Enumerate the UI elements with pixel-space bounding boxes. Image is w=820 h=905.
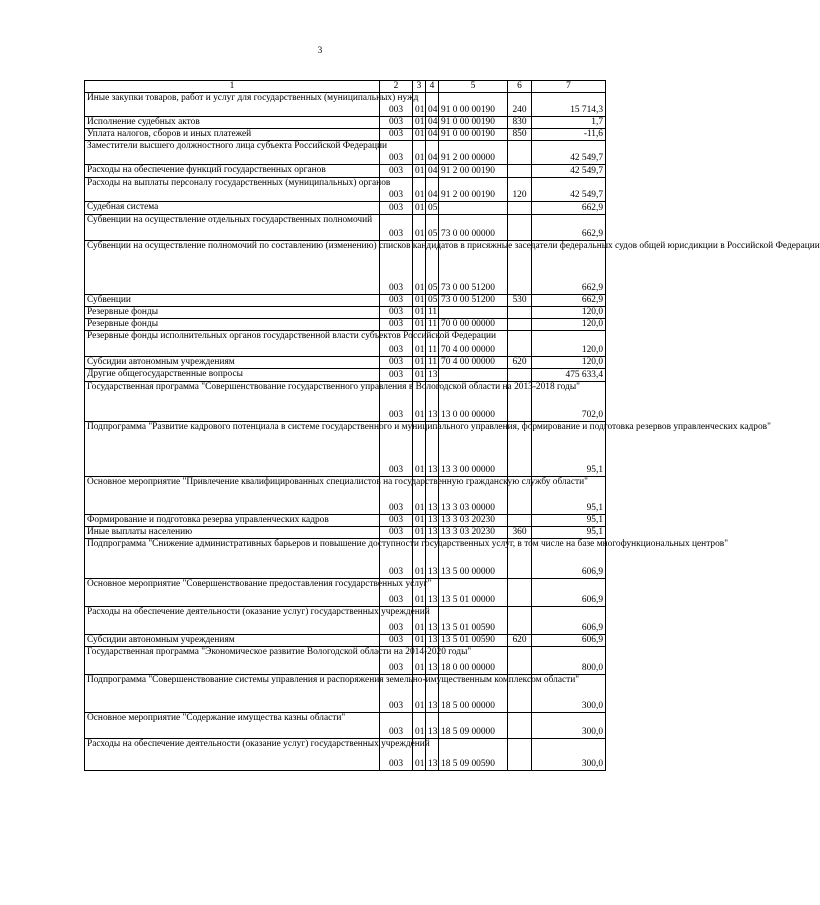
target-item-cell: 70 4 00 00000 xyxy=(439,331,508,357)
row-name-cell: Основное мероприятие "Совершенствование предоставления государственных услуг" xyxy=(85,579,380,607)
target-item-cell: 91 0 00 00190 xyxy=(439,93,508,117)
expense-type-cell xyxy=(508,713,532,739)
budget-table xyxy=(84,80,820,771)
subsection-code-cell: 05 xyxy=(426,202,439,215)
row-name-cell: Субвенции на осуществление полномочий по составлению (изменению) списков кандидатов в присяжные заседатели федеральных судов общей юрисдикции в Российской Федерации xyxy=(85,241,380,295)
subsection-code-cell: 04 xyxy=(426,93,439,117)
table-row xyxy=(85,422,606,477)
row-name-cell: Уплата налогов, сборов и иных платежей xyxy=(85,129,380,141)
target-item-cell: 13 5 00 00000 xyxy=(439,539,508,579)
subsection-code-cell: 13 xyxy=(426,477,439,515)
header-cell: 5 xyxy=(439,81,508,93)
ministry-code-cell: 003 xyxy=(380,713,413,739)
ministry-code-cell: 003 xyxy=(380,675,413,713)
amount-cell: 120,0 xyxy=(532,331,606,357)
section-code-cell: 01 xyxy=(413,141,426,165)
subsection-code-cell: 13 xyxy=(426,635,439,647)
subsection-code-cell: 13 xyxy=(426,579,439,607)
section-code-cell: 01 xyxy=(413,319,426,331)
target-item-cell: 91 2 00 00190 xyxy=(439,178,508,202)
row-name-cell: Заместители высшего должностного лица субъекта Российской Федерации xyxy=(85,141,380,165)
subsection-code-cell: 04 xyxy=(426,117,439,129)
row-name-cell: Другие общегосударственные вопросы xyxy=(85,369,380,382)
target-item-cell: 91 2 00 00190 xyxy=(439,165,508,178)
section-code-cell: 01 xyxy=(413,178,426,202)
section-code-cell: 01 xyxy=(413,369,426,382)
row-name-cell: Резервные фонды xyxy=(85,307,380,319)
row-name-cell: Субсидии автономным учреждениям xyxy=(85,357,380,369)
row-name-cell: Расходы на обеспечение функций государственных органов xyxy=(85,165,380,178)
subsection-code-cell: 05 xyxy=(426,215,439,241)
row-name-cell: Иные выплаты населению xyxy=(85,527,380,539)
subsection-code-cell: 04 xyxy=(426,165,439,178)
header-cell: 7 xyxy=(532,81,606,93)
section-code-cell: 01 xyxy=(413,215,426,241)
target-item-cell: 73 0 00 00000 xyxy=(439,215,508,241)
table-row xyxy=(85,675,606,713)
amount-cell: 662,9 xyxy=(532,295,606,307)
ministry-code-cell: 003 xyxy=(380,539,413,579)
section-code-cell: 01 xyxy=(413,357,426,369)
row-name-cell: Резервные фонды исполнительных органов государственной власти субъектов Российской Федерации xyxy=(85,331,380,357)
amount-cell: 662,9 xyxy=(532,215,606,241)
target-item-cell: 18 5 09 00590 xyxy=(439,739,508,771)
page-number: 3 xyxy=(317,45,323,55)
amount-cell: 15 714,3 xyxy=(532,93,606,117)
ministry-code-cell: 003 xyxy=(380,165,413,178)
subsection-code-cell: 13 xyxy=(426,527,439,539)
ministry-code-cell: 003 xyxy=(380,422,413,477)
amount-cell: 606,9 xyxy=(532,607,606,635)
subsection-code-cell: 13 xyxy=(426,607,439,635)
amount-cell: 120,0 xyxy=(532,319,606,331)
expense-type-cell: 620 xyxy=(508,357,532,369)
target-item-cell: 13 3 03 20230 xyxy=(439,527,508,539)
table-row xyxy=(85,117,606,129)
target-item-cell: 70 0 00 00000 xyxy=(439,319,508,331)
table-row xyxy=(85,215,606,241)
amount-cell: 95,1 xyxy=(532,477,606,515)
header-cell: 4 xyxy=(426,81,439,93)
amount-cell: 42 549,7 xyxy=(532,141,606,165)
amount-cell: 300,0 xyxy=(532,713,606,739)
ministry-code-cell: 003 xyxy=(380,307,413,319)
row-name-cell: Государственная программа "Экономическое развитие Вологодской области на 2014-2020 годы" xyxy=(85,647,380,675)
amount-cell: 606,9 xyxy=(532,539,606,579)
section-code-cell: 01 xyxy=(413,579,426,607)
ministry-code-cell: 003 xyxy=(380,527,413,539)
table-row xyxy=(85,202,606,215)
expense-type-cell xyxy=(508,202,532,215)
section-code-cell: 01 xyxy=(413,675,426,713)
ministry-code-cell: 003 xyxy=(380,117,413,129)
table-row xyxy=(85,713,606,739)
amount-cell: 42 549,7 xyxy=(532,165,606,178)
header-cell: 2 xyxy=(380,81,413,93)
section-code-cell: 01 xyxy=(413,739,426,771)
target-item-cell: 91 0 00 00190 xyxy=(439,117,508,129)
ministry-code-cell: 003 xyxy=(380,607,413,635)
row-name-cell: Субвенции xyxy=(85,295,380,307)
row-name-cell: Субсидии автономным учреждениям xyxy=(85,635,380,647)
amount-cell: 1,7 xyxy=(532,117,606,129)
ministry-code-cell: 003 xyxy=(380,739,413,771)
row-name-cell: Расходы на обеспечение деятельности (оказание услуг) государственных учреждений xyxy=(85,739,380,771)
target-item-cell xyxy=(439,202,508,215)
row-name-cell: Основное мероприятие "Привлечение квалифицированных специалистов на государственную гражданскую службу области" xyxy=(85,477,380,515)
section-code-cell: 01 xyxy=(413,331,426,357)
row-name-cell: Расходы на обеспечение деятельности (оказание услуг) государственных учреждений xyxy=(85,607,380,635)
ministry-code-cell: 003 xyxy=(380,215,413,241)
expense-type-cell: 830 xyxy=(508,117,532,129)
row-name-cell: Подпрограмма "Совершенствование системы управления и распоряжения земельно-имущественным комплексом области" xyxy=(85,675,380,713)
expense-type-cell xyxy=(508,319,532,331)
expense-type-cell xyxy=(508,215,532,241)
table-row xyxy=(85,635,606,647)
expense-type-cell xyxy=(508,369,532,382)
target-item-cell: 13 5 01 00590 xyxy=(439,635,508,647)
section-code-cell: 01 xyxy=(413,527,426,539)
expense-type-cell: 360 xyxy=(508,527,532,539)
table-header-row xyxy=(85,81,606,93)
expense-type-cell xyxy=(508,165,532,178)
ministry-code-cell: 003 xyxy=(380,357,413,369)
expense-type-cell xyxy=(508,331,532,357)
expense-type-cell: 530 xyxy=(508,295,532,307)
section-code-cell: 01 xyxy=(413,647,426,675)
amount-cell: 95,1 xyxy=(532,527,606,539)
ministry-code-cell: 003 xyxy=(380,635,413,647)
ministry-code-cell: 003 xyxy=(380,129,413,141)
row-name-cell: Подпрограмма "Развитие кадрового потенциала в системе государственного и муниципального управления, формирование и подготовка резервов управленческих кадров" xyxy=(85,422,380,477)
subsection-code-cell: 11 xyxy=(426,331,439,357)
header-cell: 1 xyxy=(85,81,380,93)
target-item-cell xyxy=(439,369,508,382)
row-name-cell: Основное мероприятие "Содержание имущества казны области" xyxy=(85,713,380,739)
target-item-cell: 91 0 00 00190 xyxy=(439,129,508,141)
expense-type-cell xyxy=(508,579,532,607)
expense-type-cell xyxy=(508,307,532,319)
section-code-cell: 01 xyxy=(413,382,426,422)
target-item-cell xyxy=(439,307,508,319)
section-code-cell: 01 xyxy=(413,241,426,295)
amount-cell: 662,9 xyxy=(532,202,606,215)
amount-cell: 300,0 xyxy=(532,675,606,713)
subsection-code-cell: 11 xyxy=(426,307,439,319)
ministry-code-cell: 003 xyxy=(380,515,413,527)
ministry-code-cell: 003 xyxy=(380,579,413,607)
ministry-code-cell: 003 xyxy=(380,319,413,331)
subsection-code-cell: 13 xyxy=(426,369,439,382)
header-cell: 6 xyxy=(508,81,532,93)
amount-cell: 95,1 xyxy=(532,515,606,527)
target-item-cell: 13 5 01 00590 xyxy=(439,607,508,635)
subsection-code-cell: 13 xyxy=(426,647,439,675)
subsection-code-cell: 04 xyxy=(426,129,439,141)
subsection-code-cell: 13 xyxy=(426,422,439,477)
subsection-code-cell: 13 xyxy=(426,713,439,739)
amount-cell: 95,1 xyxy=(532,422,606,477)
section-code-cell: 01 xyxy=(413,307,426,319)
section-code-cell: 01 xyxy=(413,129,426,141)
expense-type-cell xyxy=(508,515,532,527)
header-cell: 3 xyxy=(413,81,426,93)
table-row xyxy=(85,527,606,539)
ministry-code-cell: 003 xyxy=(380,295,413,307)
table-row xyxy=(85,319,606,331)
row-name-cell: Исполнение судебных актов xyxy=(85,117,380,129)
amount-cell: 42 549,7 xyxy=(532,178,606,202)
table-row xyxy=(85,93,606,117)
ministry-code-cell: 003 xyxy=(380,331,413,357)
ministry-code-cell: 003 xyxy=(380,141,413,165)
target-item-cell: 13 3 03 20230 xyxy=(439,515,508,527)
table-row xyxy=(85,307,606,319)
target-item-cell: 13 3 00 00000 xyxy=(439,422,508,477)
table-row xyxy=(85,647,606,675)
subsection-code-cell: 05 xyxy=(426,295,439,307)
table-row xyxy=(85,579,606,607)
amount-cell: 475 633,4 xyxy=(532,369,606,382)
amount-cell: 300,0 xyxy=(532,739,606,771)
table-row xyxy=(85,539,606,579)
target-item-cell: 73 0 00 51200 xyxy=(439,295,508,307)
section-code-cell: 01 xyxy=(413,117,426,129)
ministry-code-cell: 003 xyxy=(380,477,413,515)
amount-cell: 120,0 xyxy=(532,307,606,319)
section-code-cell: 01 xyxy=(413,202,426,215)
expense-type-cell: 850 xyxy=(508,129,532,141)
row-name-cell: Иные закупки товаров, работ и услуг для государственных (муниципальных) нужд xyxy=(85,93,380,117)
subsection-code-cell: 04 xyxy=(426,141,439,165)
subsection-code-cell: 04 xyxy=(426,178,439,202)
table-row xyxy=(85,739,606,771)
subsection-code-cell: 13 xyxy=(426,675,439,713)
table-row xyxy=(85,357,606,369)
amount-cell: 120,0 xyxy=(532,357,606,369)
expense-type-cell: 120 xyxy=(508,178,532,202)
amount-cell: -11,6 xyxy=(532,129,606,141)
subsection-code-cell: 05 xyxy=(426,241,439,295)
section-code-cell: 01 xyxy=(413,93,426,117)
ministry-code-cell: 003 xyxy=(380,647,413,675)
ministry-code-cell: 003 xyxy=(380,202,413,215)
table-row xyxy=(85,165,606,178)
subsection-code-cell: 13 xyxy=(426,739,439,771)
section-code-cell: 01 xyxy=(413,422,426,477)
amount-cell: 800,0 xyxy=(532,647,606,675)
table-row xyxy=(85,369,606,382)
section-code-cell: 01 xyxy=(413,165,426,178)
row-name-cell: Судебная система xyxy=(85,202,380,215)
table-row xyxy=(85,331,606,357)
table-row xyxy=(85,515,606,527)
subsection-code-cell: 13 xyxy=(426,382,439,422)
table-row xyxy=(85,295,606,307)
ministry-code-cell: 003 xyxy=(380,93,413,117)
amount-cell: 702,0 xyxy=(532,382,606,422)
row-name-cell: Расходы на выплаты персоналу государственных (муниципальных) органов xyxy=(85,178,380,202)
target-item-cell: 91 2 00 00000 xyxy=(439,141,508,165)
section-code-cell: 01 xyxy=(413,477,426,515)
target-item-cell: 73 0 00 51200 xyxy=(439,241,508,295)
ministry-code-cell: 003 xyxy=(380,369,413,382)
row-name-cell: Резервные фонды xyxy=(85,319,380,331)
row-name-cell: Формирование и подготовка резерва управленческих кадров xyxy=(85,515,380,527)
row-name-cell: Государственная программа "Совершенствование государственного управления в Вологодской области на 2013-2018 годы" xyxy=(85,382,380,422)
expense-type-cell: 240 xyxy=(508,93,532,117)
ministry-code-cell: 003 xyxy=(380,382,413,422)
table-row xyxy=(85,607,606,635)
expense-type-cell xyxy=(508,739,532,771)
table-row xyxy=(85,129,606,141)
table-row xyxy=(85,178,606,202)
amount-cell: 606,9 xyxy=(532,579,606,607)
subsection-code-cell: 11 xyxy=(426,357,439,369)
target-item-cell: 70 4 00 00000 xyxy=(439,357,508,369)
target-item-cell: 18 5 09 00000 xyxy=(439,713,508,739)
section-code-cell: 01 xyxy=(413,635,426,647)
subsection-code-cell: 13 xyxy=(426,515,439,527)
subsection-code-cell: 11 xyxy=(426,319,439,331)
table-row xyxy=(85,141,606,165)
expense-type-cell xyxy=(508,141,532,165)
subsection-code-cell: 13 xyxy=(426,539,439,579)
row-name-cell: Подпрограмма "Снижение административных барьеров и повышение доступности государственных услуг, в том числе на базе многофункциональных центров" xyxy=(85,539,380,579)
expense-type-cell: 620 xyxy=(508,635,532,647)
table-row xyxy=(85,382,606,422)
expense-type-cell xyxy=(508,607,532,635)
section-code-cell: 01 xyxy=(413,295,426,307)
target-item-cell: 13 3 03 00000 xyxy=(439,477,508,515)
ministry-code-cell: 003 xyxy=(380,241,413,295)
target-item-cell: 13 5 01 00000 xyxy=(439,579,508,607)
amount-cell: 606,9 xyxy=(532,635,606,647)
section-code-cell: 01 xyxy=(413,713,426,739)
ministry-code-cell: 003 xyxy=(380,178,413,202)
expense-type-cell xyxy=(508,647,532,675)
section-code-cell: 01 xyxy=(413,607,426,635)
target-item-cell: 18 0 00 00000 xyxy=(439,647,508,675)
section-code-cell: 01 xyxy=(413,539,426,579)
amount-cell: 662,9 xyxy=(532,241,606,295)
section-code-cell: 01 xyxy=(413,515,426,527)
row-name-cell: Субвенции на осуществление отдельных государственных полномочий xyxy=(85,215,380,241)
table-row xyxy=(85,241,606,295)
target-item-cell: 18 5 00 00000 xyxy=(439,675,508,713)
target-item-cell: 13 0 00 00000 xyxy=(439,382,508,422)
table-row xyxy=(85,477,606,515)
